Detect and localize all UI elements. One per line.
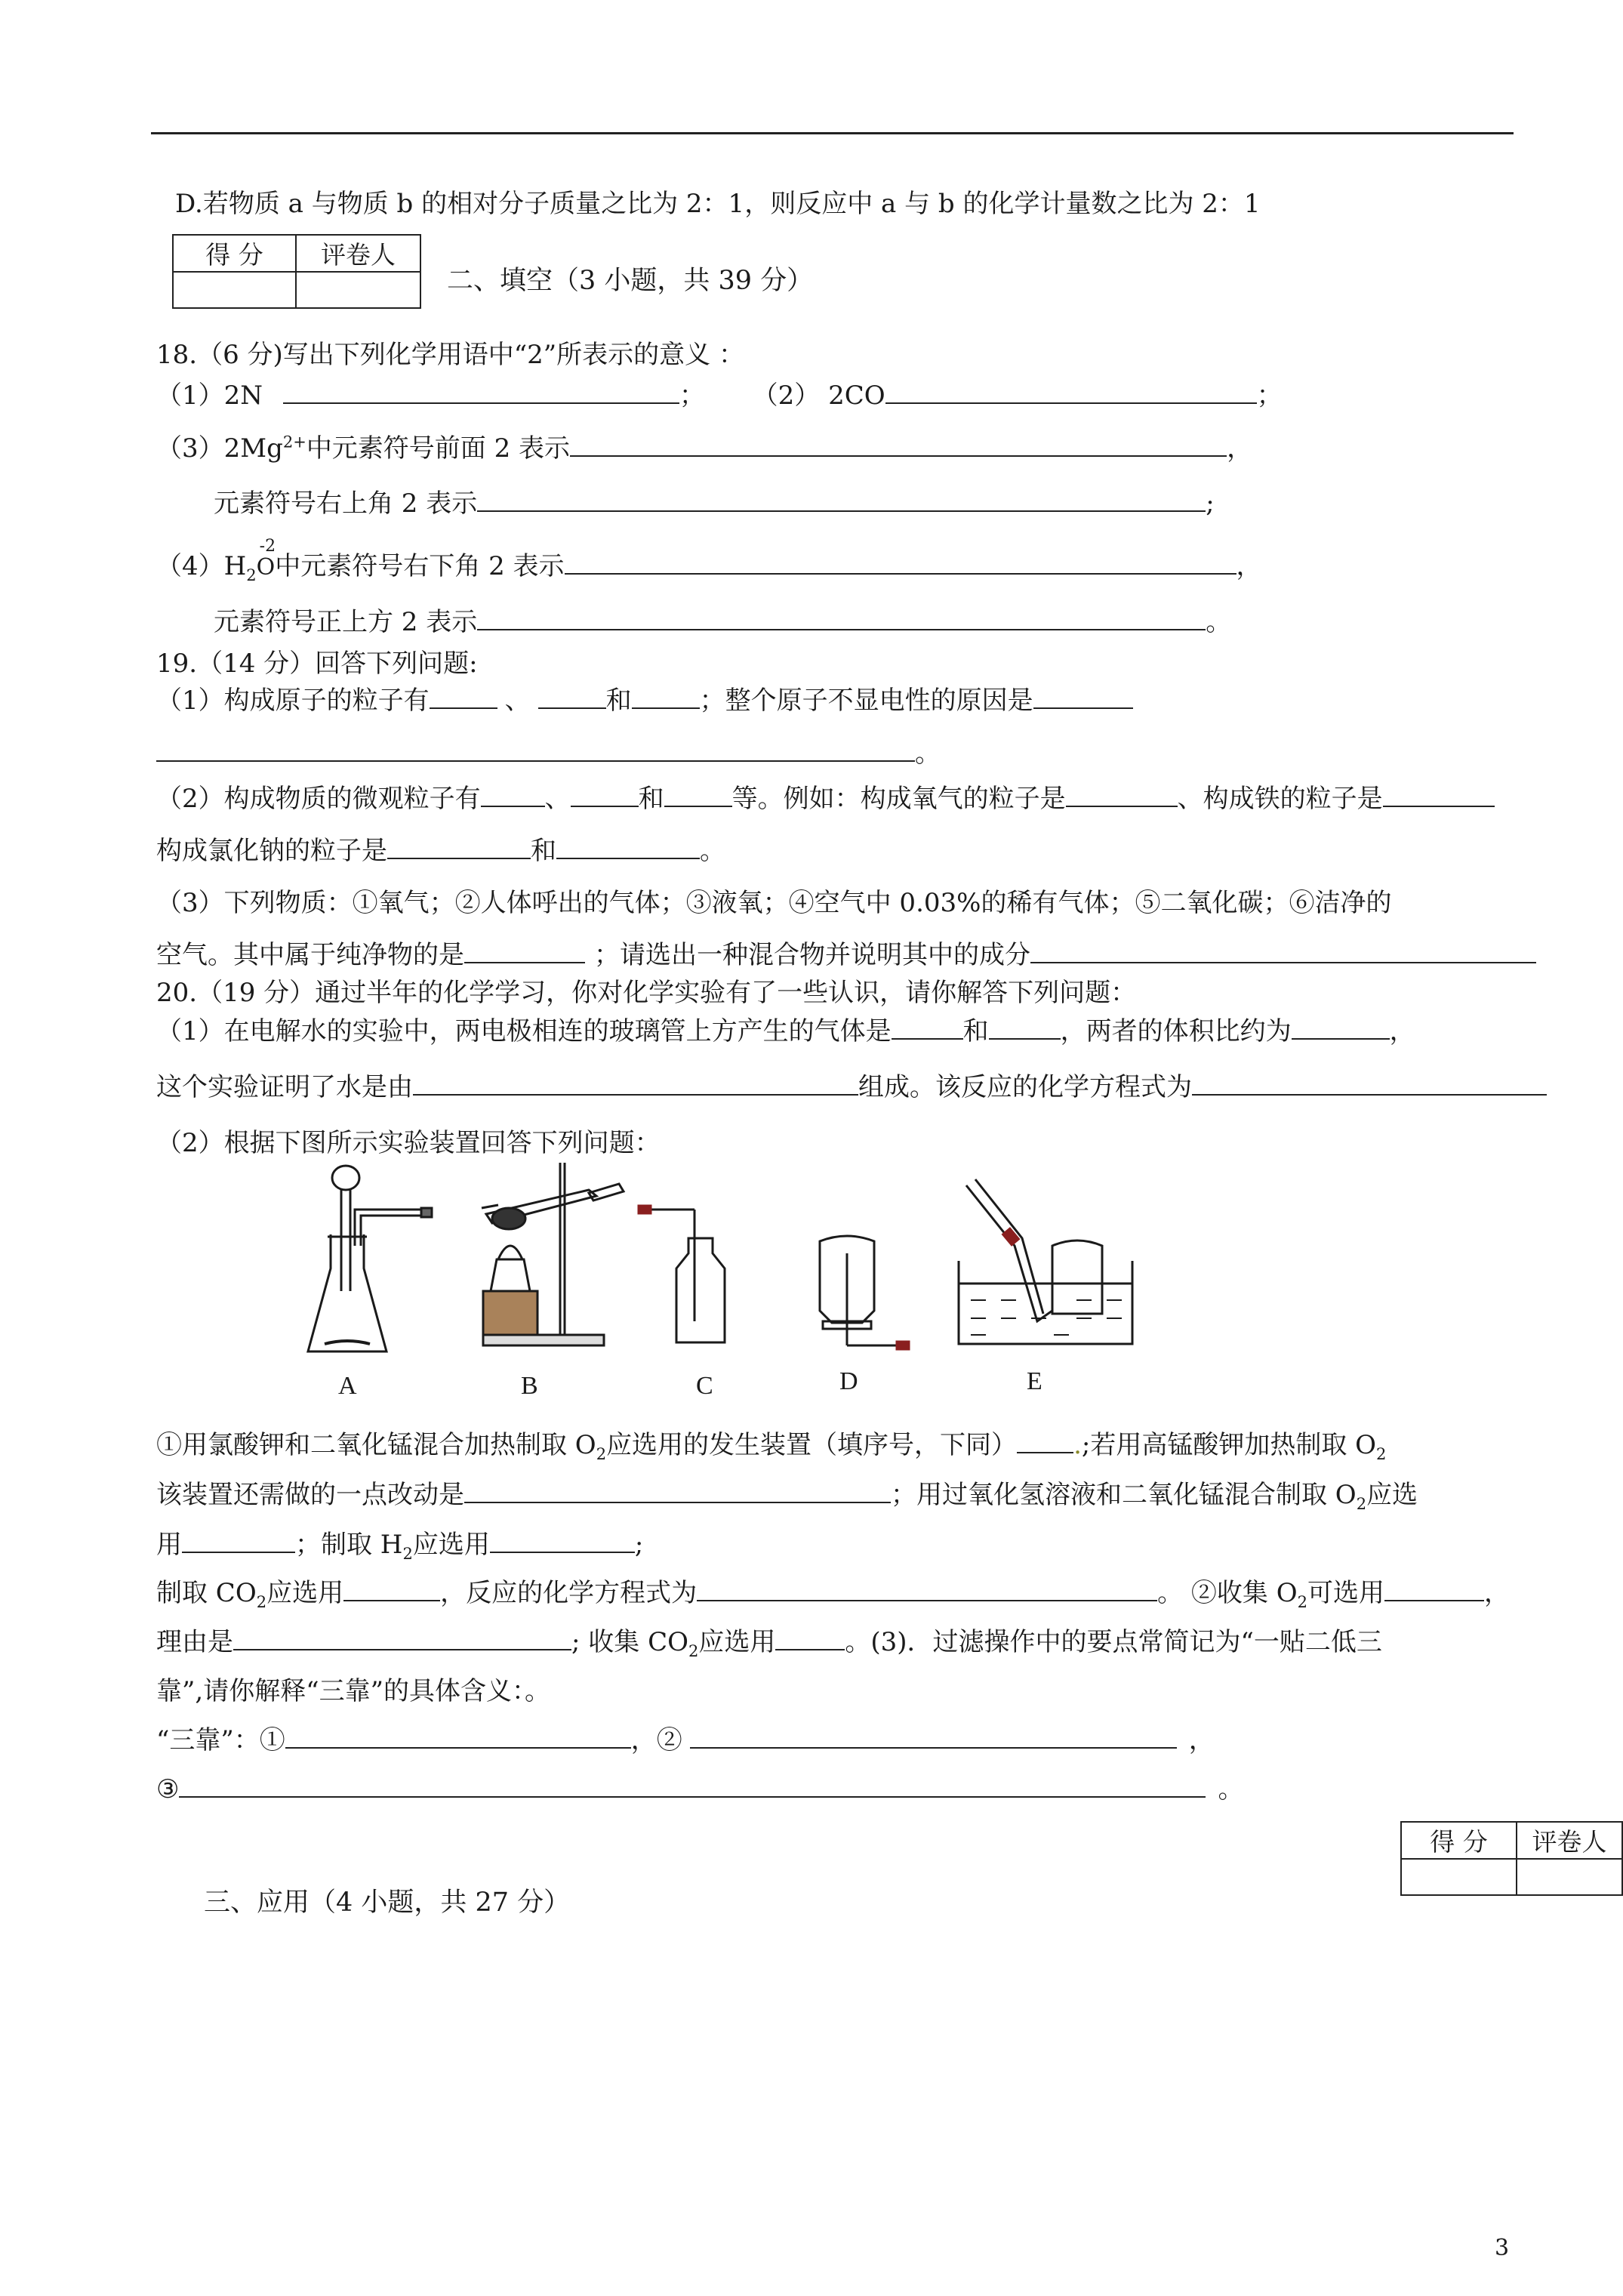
q19-answer-2e[interactable] <box>1383 783 1495 807</box>
q19-answer-2c[interactable] <box>664 783 732 807</box>
apparatus-label-e: E <box>1027 1367 1042 1395</box>
q18-part3-charge: 2+ <box>282 433 306 451</box>
sub-2: 2 <box>1297 1592 1307 1611</box>
q20-line1: ①用氯酸钾和二氧化锰混合加热制取 $O_2$应选用的发生装置（填序号，下同） .;若用高锰酸钾加热制取 $O_2$ <box>156 1430 1387 1463</box>
q18-answer-3b[interactable] <box>477 488 1206 512</box>
apparatus-b-heating <box>482 1163 624 1345</box>
q20-line8: ③ 。 <box>156 1774 1244 1804</box>
q18-answer-4a[interactable] <box>565 550 1236 575</box>
grader-header: 评卷人 <box>1517 1822 1622 1859</box>
q18-part4-text2: 元素符号正上方 2 表示 <box>214 607 478 637</box>
q19-p2-iron: 、构成铁的粒子是 <box>1177 784 1383 814</box>
q20-answer-2g[interactable] <box>1384 1577 1484 1601</box>
q19-p1-reason: ；整个原子不显电性的原因是 <box>699 686 1033 716</box>
apparatus-c-bottle <box>639 1206 725 1342</box>
q19-answer-3a[interactable] <box>464 939 585 963</box>
q20-p1-and: 和 <box>962 1016 989 1046</box>
q18-part4-prefix: （4）H <box>156 551 247 581</box>
q19-answer-2f[interactable] <box>387 835 531 859</box>
q18-part3-line2: 元素符号右上角 2 表示 ; <box>214 488 1215 519</box>
q17-option-d: D.若物质 a 与物质 b 的相对分子质量之比为 2：1，则反应中 a 与 b 的化学计量数之比为 2：1 <box>175 189 1261 219</box>
apparatus-label-d: D <box>839 1367 858 1395</box>
q18-part3-prefix: （3）2Mg <box>156 433 283 464</box>
q20-l3-h2: ；制取 H <box>295 1530 403 1560</box>
q19-p1-sep: 、 <box>504 686 531 716</box>
q20-l8-third: ③ <box>156 1774 180 1804</box>
q20-answer-3b[interactable] <box>690 1724 1177 1749</box>
q18-part3-line: $(3)2Mg^{2+}$中元素符号前面 2 表示 ， <box>156 433 1253 464</box>
sub-2: 2 <box>402 1544 413 1563</box>
score-cell <box>173 272 296 308</box>
header-rule <box>151 132 1514 134</box>
q20-l4-select: 应选用 <box>266 1578 344 1608</box>
apparatus-label-c: C <box>696 1372 713 1400</box>
q20-l4-equation: ，反应的化学方程式为 <box>440 1578 698 1608</box>
q19-answer-2b[interactable] <box>571 783 639 807</box>
q19-part2-line <box>156 782 1495 815</box>
grader-cell <box>1517 1859 1622 1895</box>
q19-part1-line <box>156 684 1133 717</box>
q20-answer-1a[interactable] <box>892 1015 963 1040</box>
q18-part4-sub: 2 <box>246 566 257 584</box>
q20-l5-reason: 理由是 <box>156 1627 233 1657</box>
score-header: 得 分 <box>1401 1822 1517 1859</box>
q18-part4-text: 中元素符号右下角 2 表示 <box>275 551 565 581</box>
q20-answer-1b[interactable] <box>989 1015 1061 1040</box>
q20-l4-co2: 制取 CO <box>156 1578 257 1608</box>
q20-l4-can-use: 可选用 <box>1307 1578 1384 1608</box>
q19-answer-1d[interactable] <box>1033 685 1133 709</box>
section3-title: 三、应用（4 小题，共 27 分） <box>204 1888 571 1918</box>
q19-answer-1c[interactable] <box>632 685 700 709</box>
q20-answer-2b[interactable] <box>464 1479 891 1503</box>
sub-2: 2 <box>1356 1494 1367 1513</box>
q20-l3-select: 应选用 <box>412 1530 490 1560</box>
q19-p2-nacl: 构成氯化钠的粒子是 <box>156 836 387 866</box>
apparatus-a-flask <box>308 1166 432 1351</box>
q20-answer-3c[interactable] <box>179 1774 1206 1798</box>
apparatus-e-trough <box>959 1179 1132 1344</box>
q19-answer-2d[interactable] <box>1066 783 1178 807</box>
q20-answer-2i[interactable] <box>775 1626 845 1650</box>
q20-answer-1c[interactable] <box>1292 1015 1390 1040</box>
q19-answer-2g[interactable] <box>556 835 700 859</box>
q20-l1-text: ①用氯酸钾和二氧化锰混合加热制取 O <box>156 1430 596 1460</box>
q19-part3-line: （3）下列物质：①氧气；②人体呼出的气体；③液氧；④空气中 0.03%的稀有气体；⑤二氧化碳；⑥洁净的 <box>156 888 1392 918</box>
q20-l2-h2o2: ；用过氧化氢溶液和二氧化锰混合制取 O <box>891 1480 1357 1510</box>
q20-answer-2f[interactable] <box>697 1577 1157 1601</box>
q20-p1-ratio: ，两者的体积比约为 <box>1060 1016 1292 1046</box>
q20-answer-1d[interactable] <box>413 1071 858 1096</box>
q20-answer-2e[interactable] <box>343 1577 440 1601</box>
q18-answer-2[interactable] <box>885 380 1257 404</box>
q20-stem: 20.（19 分）通过半年的化学学习，你对化学实验有了一些认识，请你解答下列问题： <box>156 978 1137 1008</box>
q20-l2-change: 该装置还需做的一点改动是 <box>156 1480 464 1510</box>
score-header: 得 分 <box>173 235 296 272</box>
q20-l1-device: 应选用的发生装置（填序号，下同） <box>606 1430 1018 1460</box>
score-table-2 <box>1400 1821 1623 1896</box>
q18-stem: 18.（6 分)写出下列化学用语中“2”所表示的意义 ： <box>156 340 744 370</box>
q18-answer-1[interactable] <box>283 380 679 404</box>
q19-p1-text: （1）构成原子的粒子有 <box>156 686 430 716</box>
q19-part2-line2: 构成氯化钠的粒子是 和 。 <box>156 836 725 866</box>
q19-answer-1b[interactable] <box>538 685 606 709</box>
grader-header: 评卷人 <box>296 235 420 272</box>
apparatus-label-a: A <box>338 1372 357 1400</box>
q18-part4-over: -2 <box>259 537 276 556</box>
q19-p3-mixture: ；请选出一种混合物并说明其中的成分 <box>594 940 1030 970</box>
q20-line6: 靠”,请你解释“三靠”的具体含义：。 <box>156 1676 550 1706</box>
q19-part3-line2 <box>156 938 1536 972</box>
sub-2: 2 <box>596 1444 607 1463</box>
q20-answer-2a[interactable] <box>1017 1429 1073 1453</box>
q20-answer-2c[interactable] <box>182 1529 295 1553</box>
q20-answer-1e[interactable] <box>1192 1071 1547 1096</box>
q18-part4-line: $(4)H_2$ -2 O中元素符号右下角 2 表示 ， <box>156 550 1262 584</box>
q20-l7-second: ，② <box>630 1725 682 1755</box>
q20-answer-2d[interactable] <box>490 1529 635 1553</box>
q20-line4: 制取 $CO_2$应选用 ，反应的化学方程式为 。 ②收集 $O_2$可选用 ， <box>156 1578 1510 1611</box>
q20-part1-line2 <box>156 1071 1547 1104</box>
q20-p1-composed: 这个实验证明了水是由 <box>156 1072 413 1102</box>
q20-line3: 用 ；制取 $H_2$应选用 ; <box>156 1530 644 1563</box>
q19-part1-line2: 。 <box>156 737 941 770</box>
q20-answer-2h[interactable] <box>233 1626 571 1650</box>
apparatus-label-b: B <box>521 1372 538 1400</box>
sub-2: 2 <box>1376 1444 1387 1463</box>
q18-part4-o: O <box>256 554 276 581</box>
q20-line7: “三靠”：① ，② ， <box>156 1725 1215 1755</box>
q18-part3-text: 中元素符号前面 2 表示 <box>306 433 571 464</box>
q20-l1-kmno4: ;若用高锰酸钾加热制取 O <box>1081 1430 1377 1460</box>
q19-p2-oxygen: 等。例如：构成氧气的粒子是 <box>731 784 1066 814</box>
q20-l3-use: 用 <box>156 1530 182 1560</box>
grader-cell <box>296 272 420 308</box>
q20-line2 <box>156 1478 1418 1512</box>
q19-p1-and: 和 <box>605 686 632 716</box>
q20-l4-collect-o2: 。 ②收集 O <box>1157 1578 1298 1608</box>
q19-p2-sep: 、 <box>544 784 571 814</box>
score-table-1 <box>172 234 421 309</box>
q18-answer-4b[interactable] <box>477 606 1206 630</box>
sub-2: 2 <box>688 1641 699 1660</box>
q20-p1-equation: 组成。该反应的化学方程式为 <box>858 1072 1192 1102</box>
q20-part2-stem: （2）根据下图所示实验装置回答下列问题： <box>156 1128 661 1158</box>
lab-apparatus-figure <box>294 1163 1147 1412</box>
q20-answer-3a[interactable] <box>285 1724 631 1749</box>
q20-l5-collect-co2: ; 收集 CO <box>571 1627 688 1657</box>
q18-part1-line: （1）2N ； （2） 2CO ； <box>156 381 1283 411</box>
apparatus-d-bottle <box>820 1236 909 1349</box>
q19-p2-text: （2）构成物质的微观粒子有 <box>156 784 481 814</box>
q20-part1-line: （1）在电解水的实验中，两电极相连的玻璃管上方产生的气体是 和 ，两者的体积比约为 ， <box>156 1016 1415 1046</box>
q18-part4-line2: 元素符号正上方 2 表示 。 <box>214 607 1232 637</box>
q19-p3-pure: 空气。其中属于纯净物的是 <box>156 940 464 970</box>
q19-p2-and: 和 <box>638 784 664 814</box>
section2-title: 二、填空（3 小题，共 39 分） <box>447 266 814 296</box>
q18-part3-text2: 元素符号右上角 2 表示 <box>214 488 478 519</box>
score-cell <box>1401 1859 1517 1895</box>
q19-stem: 19.（14 分）回答下列问题: <box>156 649 478 679</box>
q18-answer-3a[interactable] <box>570 433 1227 457</box>
q19-answer-2a[interactable] <box>481 783 545 807</box>
q20-l2-select: 应选 <box>1366 1480 1418 1510</box>
page-number: 3 <box>1495 2235 1510 2261</box>
q19-answer-3b[interactable] <box>1030 939 1536 963</box>
q19-answer-1e[interactable] <box>156 738 915 762</box>
q19-p2-and2: 和 <box>531 836 556 866</box>
q19-answer-1a[interactable] <box>430 685 497 709</box>
q20-line5 <box>156 1626 1382 1659</box>
q20-p1-text: （1）在电解水的实验中，两电极相连的玻璃管上方产生的气体是 <box>156 1016 892 1046</box>
q18-part1-label: （1）2N <box>156 381 263 411</box>
q20-l5-filter: 。(3)．过滤操作中的要点常简记为“一贴二低三 <box>845 1627 1382 1657</box>
q20-l7-three: “三靠”：① <box>156 1725 285 1755</box>
q18-part2-label: （2） 2CO <box>752 381 885 411</box>
sub-2: 2 <box>256 1592 267 1611</box>
q20-l5-select: 应选用 <box>698 1627 776 1657</box>
